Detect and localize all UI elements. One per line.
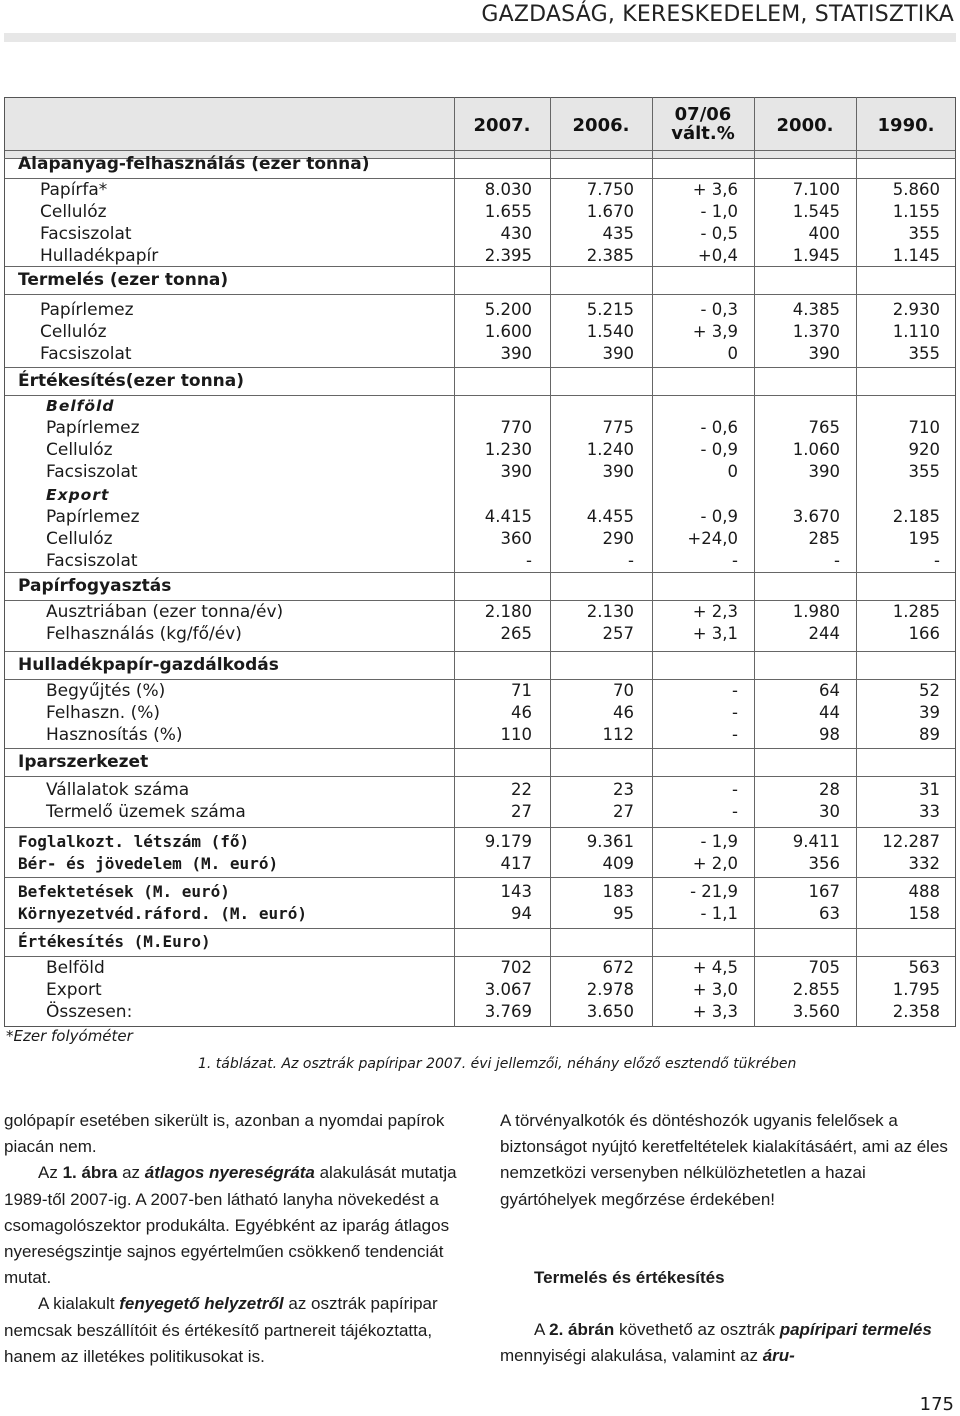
- section-row: [4, 371, 956, 393]
- table-cell: 2.855: [792, 980, 840, 999]
- table-cell: -: [732, 703, 738, 722]
- table-cell: - 1,1: [700, 904, 738, 923]
- figure-ref: 1. ábra: [62, 1163, 118, 1183]
- table-cell: 390: [500, 344, 532, 363]
- table-cell: 71: [511, 681, 532, 700]
- table-cell: 3.670: [792, 507, 840, 526]
- table-cell: + 3,6: [692, 180, 738, 199]
- table-cell: 7.750: [586, 180, 634, 199]
- row-label: Papírlemez: [46, 418, 140, 438]
- table-cell: 94: [511, 904, 532, 923]
- row-label: Környezetvéd.ráford. (M. euró): [18, 904, 307, 923]
- table-cell: 112: [602, 725, 634, 744]
- section-row: [4, 655, 956, 677]
- table-cell: 28: [819, 780, 840, 799]
- text-run: követhető az osztrák: [614, 1320, 780, 1340]
- table-cell: 195: [908, 529, 940, 548]
- col-head-2007: 2007.: [473, 115, 531, 136]
- row-label: Értékesítés(ezer tonna): [18, 371, 245, 391]
- table-cell: 5.860: [892, 180, 940, 199]
- row-label: Cellulóz: [46, 529, 113, 549]
- subsection-row: [4, 486, 956, 508]
- table-cell: 1.145: [892, 246, 940, 265]
- row-label: Termelés (ezer tonna): [18, 270, 229, 290]
- table-cell: 2.395: [484, 246, 532, 265]
- table-cell: 2.358: [892, 1002, 940, 1021]
- table-cell: + 3,1: [692, 624, 738, 643]
- table-row: [4, 725, 956, 747]
- table-cell: 3.560: [792, 1002, 840, 1021]
- table-cell: 390: [602, 344, 634, 363]
- table-cell: 1.285: [892, 602, 940, 621]
- table-cell: 27: [511, 802, 532, 821]
- header-rule: [4, 33, 956, 42]
- table-row: [4, 932, 956, 954]
- col-head-1990: 1990.: [877, 115, 935, 136]
- table-cell: -: [732, 725, 738, 744]
- table-cell: 390: [808, 344, 840, 363]
- table-cell: 244: [808, 624, 840, 643]
- table-cell: 4.455: [586, 507, 634, 526]
- table-cell: 22: [511, 780, 532, 799]
- table-row: [4, 507, 956, 529]
- row-label: Papírfa*: [40, 180, 108, 200]
- table-cell: 3.650: [586, 1002, 634, 1021]
- table-cell: - 0,9: [700, 440, 738, 459]
- table-cell: 8.030: [484, 180, 532, 199]
- table-cell: -: [732, 780, 738, 799]
- table-cell: 0: [727, 462, 738, 481]
- table-cell: - 0,3: [700, 300, 738, 319]
- table-cell: 1.155: [892, 202, 940, 221]
- table-row: [4, 602, 956, 624]
- table-cell: 0: [727, 344, 738, 363]
- row-label: Begyűjtés (%): [46, 681, 166, 701]
- table-cell: +24,0: [687, 529, 738, 548]
- section-heading: Termelés és értékesítés: [534, 1267, 725, 1287]
- table-cell: 4.415: [484, 507, 532, 526]
- row-label: Vállalatok száma: [46, 780, 190, 800]
- table-cell: 1.060: [792, 440, 840, 459]
- emphasis: átlagos nyereségráta: [144, 1163, 315, 1183]
- table-cell: 9.411: [792, 832, 840, 851]
- table-cell: - 0,6: [700, 418, 738, 437]
- text-run: az: [117, 1163, 145, 1183]
- text-run: Az: [38, 1163, 63, 1183]
- page-header: [0, 0, 960, 60]
- table-cell: 9.179: [484, 832, 532, 851]
- right-paragraph-2: [500, 1317, 956, 1369]
- table-row: [4, 246, 956, 268]
- section-row: [4, 270, 956, 292]
- row-label: Belföld: [46, 958, 105, 978]
- row-label: Hulladékpapír: [40, 246, 159, 266]
- section-row: [4, 154, 956, 176]
- table-cell: 167: [808, 882, 840, 901]
- table-cell: 770: [500, 418, 532, 437]
- table-cell: 390: [602, 462, 634, 481]
- table-cell: 705: [808, 958, 840, 977]
- table-cell: +0,4: [697, 246, 738, 265]
- table-cell: - 0,5: [700, 224, 738, 243]
- col-head-change: [652, 105, 754, 143]
- table-row: [4, 958, 956, 980]
- table-cell: 1.655: [484, 202, 532, 221]
- row-label: Export: [46, 980, 102, 1000]
- row-label: Export: [46, 486, 110, 504]
- table-cell: - 21,9: [690, 882, 738, 901]
- table-cell: 488: [908, 882, 940, 901]
- row-label: Foglalkozt. létszám (fő): [18, 832, 250, 851]
- left-text-column: [4, 1108, 462, 1370]
- col-head-change-line1: 07/06: [674, 104, 732, 125]
- row-label: Facsiszolat: [46, 462, 138, 482]
- right-text-column: [500, 1108, 956, 1369]
- table-cell: 400: [808, 224, 840, 243]
- row-label: Iparszerkezet: [18, 752, 149, 772]
- table-cell: 1.980: [792, 602, 840, 621]
- table-cell: - 1,0: [700, 202, 738, 221]
- table-cell: + 2,0: [692, 854, 738, 873]
- table-cell: 4.385: [792, 300, 840, 319]
- table-row: [4, 224, 956, 246]
- table-cell: 9.361: [586, 832, 634, 851]
- table-cell: 44: [819, 703, 840, 722]
- table-cell: + 3,3: [692, 1002, 738, 1021]
- table-cell: 563: [908, 958, 940, 977]
- table-cell: 1.370: [792, 322, 840, 341]
- table-cell: 46: [511, 703, 532, 722]
- table-cell: 2.930: [892, 300, 940, 319]
- table-cell: 390: [808, 462, 840, 481]
- text-run: alakulását mutatja 1989-től 2007-ig. A 2007-ben látható lanyha növekedést a csomagolószektor produkálta. Egyébként az iparág átlagos nyereségszintje sajnos egyértelműen csökkenő tendenciát mutat.: [4, 1163, 457, 1288]
- table-cell: 775: [602, 418, 634, 437]
- table-cell: 265: [500, 624, 532, 643]
- table-cell: 435: [602, 224, 634, 243]
- table-cell: 27: [613, 802, 634, 821]
- table-cell: 2.185: [892, 507, 940, 526]
- row-label: Befektetések (M. euró): [18, 882, 230, 901]
- table-row: [4, 882, 956, 904]
- table-cell: 64: [819, 681, 840, 700]
- row-label: Felhaszn. (%): [46, 703, 161, 723]
- table-cell: 30: [819, 802, 840, 821]
- table-cell: 1.110: [892, 322, 940, 341]
- emphasis: papíripari termelés: [779, 1320, 932, 1340]
- row-label: Felhasználás (kg/fő/év): [46, 624, 242, 644]
- table-cell: -: [628, 551, 634, 570]
- subsection-row: [4, 397, 956, 419]
- emphasis: fenyegető helyzetről: [119, 1294, 284, 1314]
- table-cell: -: [732, 802, 738, 821]
- table-footnote: *Ezer folyóméter: [6, 1027, 133, 1045]
- text-run: A kialakult: [38, 1294, 120, 1314]
- table-cell: 2.180: [484, 602, 532, 621]
- row-label: Facsiszolat: [40, 344, 132, 364]
- table-cell: 46: [613, 703, 634, 722]
- table-cell: -: [934, 551, 940, 570]
- table-row: [4, 832, 956, 854]
- table-cell: 52: [919, 681, 940, 700]
- table-row: [4, 624, 956, 646]
- table-cell: 23: [613, 780, 634, 799]
- table-cell: 710: [908, 418, 940, 437]
- table-row: [4, 529, 956, 551]
- table-cell: 143: [500, 882, 532, 901]
- table-cell: 355: [908, 344, 940, 363]
- table-row: [4, 802, 956, 824]
- page-number: 175: [919, 1394, 954, 1415]
- table-cell: 355: [908, 224, 940, 243]
- table-cell: 5.200: [484, 300, 532, 319]
- table-row: [4, 440, 956, 462]
- table-cell: 166: [908, 624, 940, 643]
- row-label: Összesen:: [46, 1002, 133, 1022]
- table-cell: 2.130: [586, 602, 634, 621]
- row-label: Értékesítés (M.Euro): [18, 932, 211, 951]
- table-cell: 1.540: [586, 322, 634, 341]
- row-label: Hasznosítás (%): [46, 725, 183, 745]
- table-row: [4, 1002, 956, 1024]
- table-cell: 70: [613, 681, 634, 700]
- table-cell: 39: [919, 703, 940, 722]
- table-row: [4, 322, 956, 344]
- table-row: [4, 462, 956, 484]
- text-run: A: [534, 1320, 550, 1340]
- table-cell: 3.067: [484, 980, 532, 999]
- row-label: Papírlemez: [46, 507, 140, 527]
- row-label: Cellulóz: [40, 202, 107, 222]
- row-label: Facsiszolat: [46, 551, 138, 571]
- table-cell: 33: [919, 802, 940, 821]
- table-cell: 672: [602, 958, 634, 977]
- table-cell: 409: [602, 854, 634, 873]
- table-row: [4, 904, 956, 926]
- text-run: az osztrák papíripar nemcsak beszállítóit és értékesítő partnereit tájékoztatta, hanem az illetékes politikusokat is.: [4, 1294, 438, 1366]
- row-label: Facsiszolat: [40, 224, 132, 244]
- col-head-2000: 2000.: [776, 115, 834, 136]
- row-label: Termelő üzemek száma: [46, 802, 246, 822]
- table-cell: 31: [919, 780, 940, 799]
- right-paragraph-1: A törvényalkotók és döntéshozók ugyanis felelősek a biztonságot nyújtó keretfeltételek kialakításáért, ami az éles nemzetközi versenyben nélkülözhetetlen a hazai gyártóhelyek megőrzése érdekében!: [500, 1111, 948, 1209]
- table-cell: 1.600: [484, 322, 532, 341]
- table-cell: + 3,9: [692, 322, 738, 341]
- col-head-2006: 2006.: [572, 115, 630, 136]
- row-label: Papírfogyasztás: [18, 576, 172, 596]
- table-cell: 1.240: [586, 440, 634, 459]
- table-row: [4, 551, 956, 573]
- table-cell: 63: [819, 904, 840, 923]
- table-row: [4, 780, 956, 802]
- figure-ref: 2. ábrán: [549, 1320, 615, 1340]
- table-cell: -: [732, 551, 738, 570]
- table-cell: 1.230: [484, 440, 532, 459]
- text-run: mennyiségi alakulása, valamint az: [500, 1346, 763, 1366]
- left-paragraph-2: [4, 1160, 462, 1291]
- statistics-table: [4, 97, 956, 1027]
- table-cell: 1.670: [586, 202, 634, 221]
- table-cell: 257: [602, 624, 634, 643]
- table-caption: 1. táblázat. Az osztrák papíripar 2007. évi jellemzői, néhány előző esztendő tükrében: [198, 1056, 797, 1072]
- table-cell: 110: [500, 725, 532, 744]
- table-cell: 95: [613, 904, 634, 923]
- row-label: Bér- és jövedelem (M. euró): [18, 854, 279, 873]
- table-cell: 390: [500, 462, 532, 481]
- table-cell: 89: [919, 725, 940, 744]
- table-cell: -: [732, 681, 738, 700]
- table-row: [4, 980, 956, 1002]
- table-cell: 3.769: [484, 1002, 532, 1021]
- table-cell: 417: [500, 854, 532, 873]
- table-row: [4, 202, 956, 224]
- table-row: [4, 703, 956, 725]
- table-cell: 702: [500, 958, 532, 977]
- table-cell: - 1,9: [700, 832, 738, 851]
- table-cell: 920: [908, 440, 940, 459]
- table-cell: 2.385: [586, 246, 634, 265]
- table-cell: 332: [908, 854, 940, 873]
- table-cell: - 0,9: [700, 507, 738, 526]
- col-head-change-line2: vált.%: [671, 123, 735, 144]
- table-row: [4, 418, 956, 440]
- row-label: Ausztriában (ezer tonna/év): [46, 602, 284, 622]
- table-cell: 1.795: [892, 980, 940, 999]
- section-row: [4, 752, 956, 774]
- table-cell: 1.945: [792, 246, 840, 265]
- table-row: [4, 300, 956, 322]
- table-cell: + 4,5: [692, 958, 738, 977]
- row-label: Cellulóz: [40, 322, 107, 342]
- row-label: Belföld: [46, 397, 115, 415]
- table-cell: 285: [808, 529, 840, 548]
- table-cell: 98: [819, 725, 840, 744]
- table-cell: 355: [908, 462, 940, 481]
- table-cell: 1.545: [792, 202, 840, 221]
- row-label: Papírlemez: [40, 300, 134, 320]
- left-paragraph-1: golópapír esetében sikerült is, azonban a nyomdai papírok piacán nem.: [4, 1111, 445, 1157]
- row-label: Hulladékpapír-gazdálkodás: [18, 655, 279, 675]
- table-row: [4, 854, 956, 876]
- table-cell: 430: [500, 224, 532, 243]
- table-cell: 7.100: [792, 180, 840, 199]
- section-row: [4, 576, 956, 598]
- table-cell: 360: [500, 529, 532, 548]
- emphasis: áru-: [762, 1346, 795, 1366]
- row-label: Cellulóz: [46, 440, 113, 460]
- table-cell: 2.978: [586, 980, 634, 999]
- left-paragraph-3: [4, 1291, 462, 1370]
- table-cell: 356: [808, 854, 840, 873]
- table-cell: 765: [808, 418, 840, 437]
- row-label: Alapanyag-felhasználás (ezer tonna): [18, 154, 370, 174]
- table-cell: -: [834, 551, 840, 570]
- table-cell: + 2,3: [692, 602, 738, 621]
- table-row: [4, 344, 956, 366]
- table-row: [4, 681, 956, 703]
- table-cell: 12.287: [882, 832, 940, 851]
- table-cell: -: [526, 551, 532, 570]
- table-cell: 5.215: [586, 300, 634, 319]
- table-cell: + 3,0: [692, 980, 738, 999]
- table-cell: 183: [602, 882, 634, 901]
- table-row: [4, 180, 956, 202]
- table-cell: 158: [908, 904, 940, 923]
- table-cell: 290: [602, 529, 634, 548]
- running-title: GAZDASÁG, KERESKEDELEM, STATISZTIKA: [481, 2, 954, 27]
